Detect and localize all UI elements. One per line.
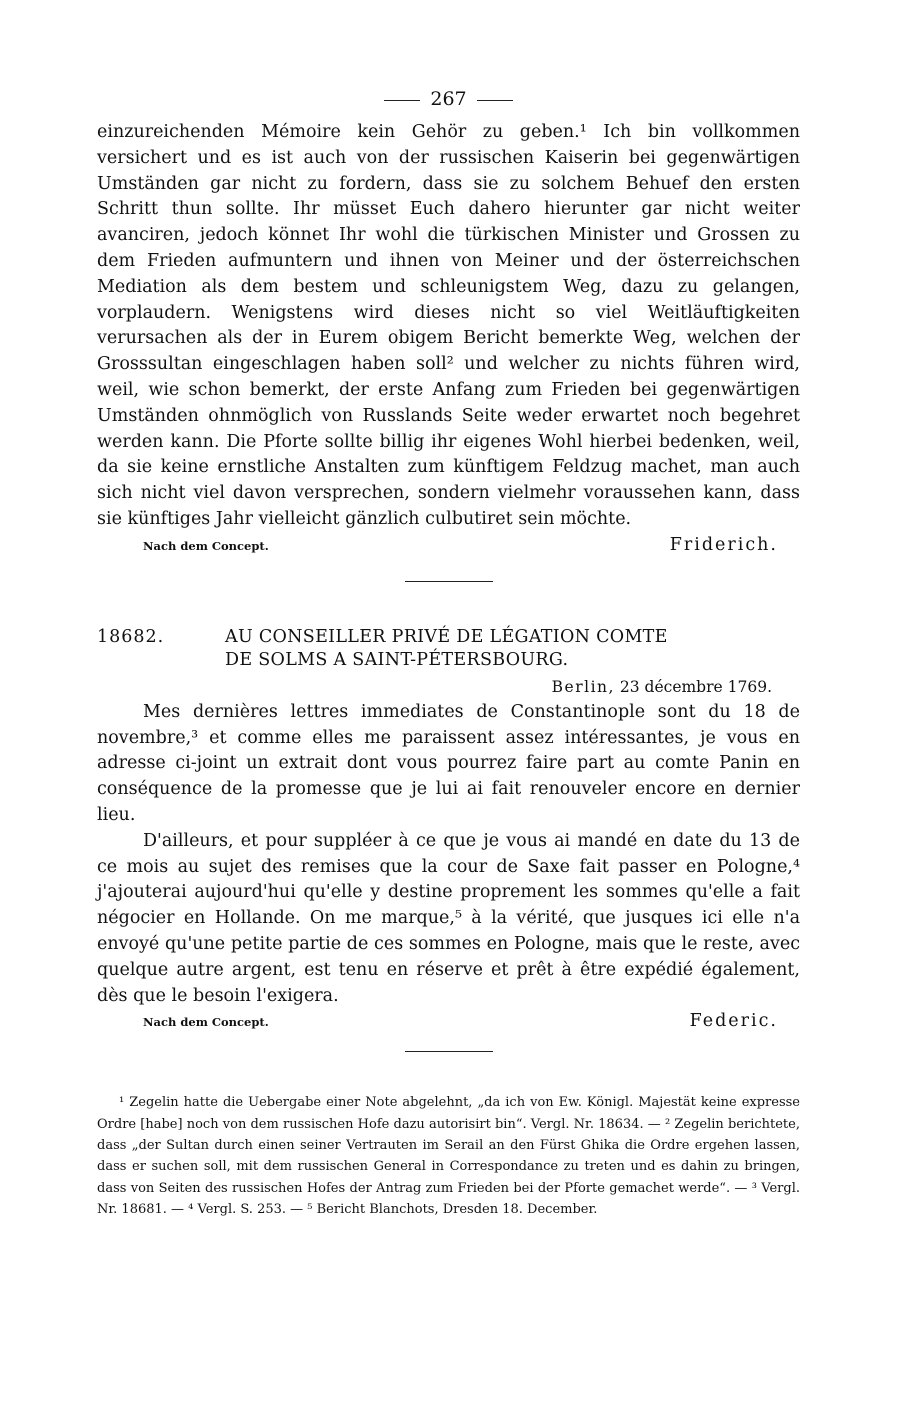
page-number-line (97, 84, 800, 114)
doc2-number: 18682. (97, 626, 165, 647)
section-divider (405, 581, 493, 582)
doc1-signature: Friderich. (669, 534, 778, 555)
doc2-date-place: Berlin, (551, 677, 615, 696)
footnotes-text: ¹ Zegelin hatte die Uebergabe einer Note abgelehnt, „da ich von Ew. Königl. Majestät keine expresse Ordre [habe] noch von dem russischen Hofe dazu autorisirt bin“. Vergl. Nr. 18634. — ² Zegelin berichtete, dass „der Sultan durch einen seiner Vertrauten im Serail an den Fürst Ghika die Ordre ergehen lassen, dass er suchen soll, mit dem russischen General in Correspondance zu treten und es dahin zu bringen, dass von Seiten des russischen Hofes der Antrag zum Frieden bei der Pforte gemachet werde“. — ³ Vergl. Nr. 18681. — ⁴ Vergl. S. 253. — ⁵ Bericht Blanchots, Dresden 18. December. (97, 1095, 800, 1217)
footnotes (97, 1092, 800, 1220)
doc2-signature: Federic. (689, 1011, 778, 1032)
doc2-date: 23 décembre 1769. (619, 677, 772, 696)
doc2-heading-line2: DE SOLMS A SAINT-PÉTERSBOURG. (225, 649, 569, 670)
doc2-heading-text-1: AU CONSEILLER PRIVÉ DE LÉGATION COMTE (225, 626, 668, 647)
footnote-divider (405, 1051, 493, 1052)
document-page (97, 84, 800, 1384)
doc1-continuation-text: einzureichenden Mémoire kein Gehör zu geben.¹ Ich bin vollkommen versichert und es ist auch von der russischen Kaiserin bei gegenwärtigen Umständen gar nicht zu fordern, dass sie zu solchem Behuef den ersten Schritt thun sollte. Ihr müsset Euch dahero hierunter gar nicht weiter avanciren, jedoch könnet Ihr wohl die türkischen Minister und Grossen zu dem Frieden aufmuntern und ihnen von Meiner und der österreichschen Mediation als dem bestem und schleunigstem Weg, dazu zu gelangen, vorplaudern. Wenigstens wird dieses nicht so viel Weitläuftigkeiten verursachen als der in Eurem obigem Bericht bemerkte Weg, welchen der Grosssultan eingeschlagen haben soll² und welcher zu nichts führen wird, weil, wie schon bemerkt, der erste Anfang zum Frieden bei gegenwärtigen Umständen ohnmöglich von Russlands Seite weder erwartet noch begehret werden kann. Die Pforte sollte billig ihr eigenes Wohl hierbei bedenken, weil, da sie keine ernstliche Anstalten zum künftigem Feldzug machet, man auch sich nicht viel davon versprechen, sondern vielmehr voraussehen kann, dass sie künftiges Jahr vielleicht gänzlich culbutiret sein möchte. (97, 122, 800, 529)
doc1-source-note: Nach dem Concept. (143, 538, 269, 553)
page-number: 267 (430, 88, 467, 110)
doc2-paragraph-1: Mes dernières lettres immediates de Constantinople sont du 18 de novembre,³ et comme elles me paraissent assez intéressantes, je vous en adresse ci-joint un extrait dont vous pourrez faire part au comte Panin en conséquence de la promesse que je lui ai fait renouveler encore en dernier lieu. (97, 701, 800, 825)
doc1-closing (97, 535, 800, 561)
doc2-closing (97, 1011, 800, 1037)
doc2-source-note: Nach dem Concept. (143, 1015, 269, 1030)
doc2-dateline (97, 674, 772, 700)
doc2-heading-line1 (97, 626, 800, 649)
page-number-dash-left (384, 100, 420, 101)
page-number-dash-right (477, 100, 513, 101)
doc2-paragraph-2: D'ailleurs, et pour suppléer à ce que je vous ai mandé en date du 13 de ce mois au sujet des remises que la cour de Saxe fait passer en Pologne,⁴ j'ajouterai aujourd'hui qu'elle y destine proprement les sommes qu'elle a fait négocier en Hollande. On me marque,⁵ à la vérité, que jusques ici elle n'a envoyé qu'une petite partie de ces sommes en Pologne, mais que le reste, avec quelque autre argent, est tenu en réserve et prêt à être expédié également, dès que le besoin l'exigera. (97, 830, 800, 1006)
doc2-heading (97, 626, 800, 672)
